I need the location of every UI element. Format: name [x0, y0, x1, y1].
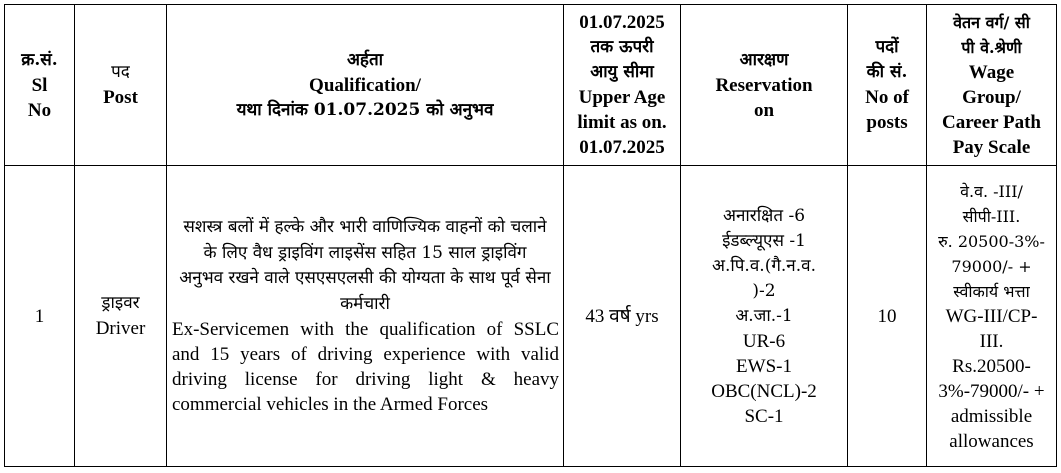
header-age-line5: limit as on.: [577, 112, 667, 133]
header-posts-hi1: पदों: [875, 37, 899, 57]
header-wage: [927, 5, 1057, 166]
reservation-line: UR-6: [742, 330, 786, 352]
header-age-line4: Upper Age: [578, 87, 666, 108]
header-age-line6: 01.07.2025: [579, 137, 665, 158]
cell-post-hi: ड्राइवर: [101, 293, 140, 313]
wage-line: वे.व. -III/: [960, 181, 1023, 201]
reservation-line: अनारक्षित -6: [722, 205, 806, 226]
wage-line: 3%-79000/- +: [938, 380, 1045, 402]
recruitment-table: [4, 4, 1057, 467]
header-qualification-en: Qualification/: [309, 74, 421, 96]
header-age-line1: 01.07.2025: [579, 12, 665, 33]
cell-qualification-hi: सशस्त्र बलों में हल्के और भारी वाणिज्यिक वाहनों को चलाने के लिए वैध ड्राइविंग लाइसेंस सहित 15 साल ड्राइविंग अनुभव रखने वाले एसएसएलसी की योग्यता के साथ पूर्व सेना कर्मचारी: [179, 217, 551, 314]
wage-line: रु. 20500-3%-: [938, 231, 1045, 251]
cell-age: 43 वर्ष yrs: [564, 166, 681, 467]
header-reservation: [681, 5, 848, 166]
header-sl: [5, 5, 75, 166]
cell-qualification: [167, 166, 564, 467]
header-wage-en3: Career Path: [941, 112, 1042, 133]
reservation-line: अ.पि.व.(गै.न.व.: [711, 255, 816, 276]
header-wage-en2: Group/: [962, 87, 1021, 108]
reservation-line: OBC(NCL)-2: [711, 380, 817, 402]
wage-line: 79000/- +: [951, 256, 1032, 276]
wage-line: allowances: [949, 430, 1034, 452]
header-wage-en1: Wage: [968, 62, 1015, 83]
cell-post: [75, 166, 167, 467]
table-row: [5, 166, 1057, 467]
wage-line: स्वीकार्य भत्ता: [953, 281, 1030, 301]
header-posts: [848, 5, 927, 166]
cell-sl: 1: [5, 166, 75, 467]
header-qualification-experience: यथा दिनांक 01.07.2025 को अनुभव: [236, 99, 494, 120]
header-posts-en1: No of: [865, 87, 909, 108]
header-posts-en2: posts: [866, 112, 908, 133]
reservation-line: ईडब्ल्यूएस -1: [722, 230, 806, 251]
header-sl-en1: Sl: [31, 74, 48, 96]
header-age: [564, 5, 681, 166]
header-reservation-en2: on: [753, 99, 775, 121]
header-row: [5, 5, 1057, 166]
cell-qualification-en: Ex-Servicemen with the qualification of SSLC and 15 years of driving experience with valid driving license for driving light & heavy commercial vehicles in the Armed Forces: [172, 319, 559, 415]
header-wage-hi2: पी वे.श्रेणी: [961, 38, 1022, 57]
wage-line: WG-III/CP-: [945, 305, 1038, 327]
cell-reservation: [681, 166, 848, 467]
cell-wage: [927, 166, 1057, 467]
header-wage-hi1: वेतन वर्ग/ सी: [953, 13, 1030, 32]
header-post-hi: पद: [111, 62, 130, 82]
reservation-line: अ.जा.-1: [735, 305, 793, 326]
header-post: [75, 5, 167, 166]
reservation-line: )-2: [752, 280, 776, 301]
header-reservation-en1: Reservation: [715, 74, 813, 96]
wage-line: सीपी-III.: [962, 206, 1021, 226]
header-post-en: Post: [103, 87, 138, 108]
header-sl-en2: No: [27, 99, 52, 121]
header-age-line3: आयु सीमा: [590, 62, 654, 82]
reservation-line: SC-1: [744, 405, 784, 427]
header-qualification: [167, 5, 564, 166]
header-wage-en4: Pay Scale: [952, 137, 1031, 158]
header-reservation-hi: आरक्षण: [739, 49, 789, 70]
header-age-line2: तक ऊपरी: [590, 37, 654, 57]
header-qualification-hi: अर्हता: [346, 49, 384, 70]
header-posts-hi2: की सं.: [866, 62, 908, 82]
wage-line: admissible: [950, 405, 1033, 427]
recruitment-table-container: [4, 4, 1057, 467]
cell-posts: 10: [848, 166, 927, 467]
reservation-line: EWS-1: [736, 355, 792, 377]
header-sl-hi: क्र.सं.: [21, 49, 58, 70]
wage-line: III.: [979, 330, 1004, 352]
wage-line: Rs.20500-: [952, 355, 1031, 377]
cell-post-en: Driver: [95, 318, 146, 339]
